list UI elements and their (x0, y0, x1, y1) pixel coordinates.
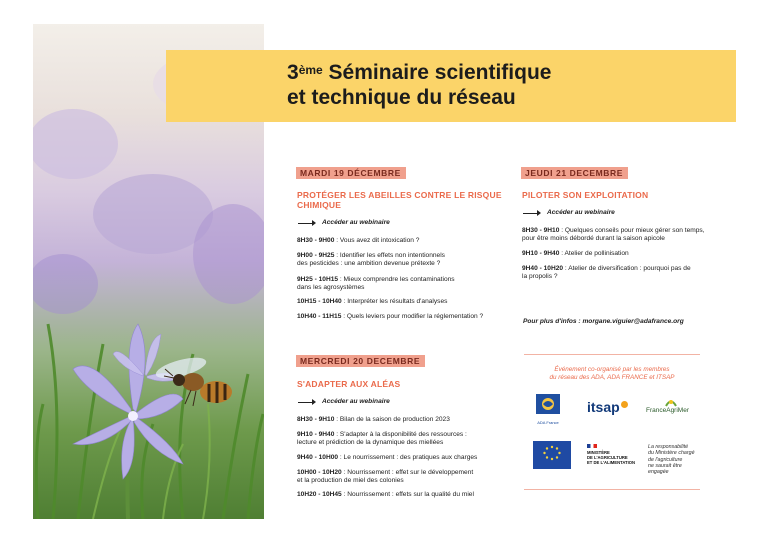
session-item: 10H20 - 10H45 : Nourrissement : effets sur la qualité du miel (297, 491, 474, 498)
session-item: 9H10 - 9H40 : S'adapter à la disponibilité des ressources : lecture et prédiction de la dynamique des miellées (297, 431, 467, 447)
ministry-logo: MINISTÈRE DE L'AGRICULTURE ET DE L'ALIMENTATION (587, 444, 635, 465)
french-flag-icon (587, 444, 597, 448)
day-label-tuesday: MARDI 19 DÉCEMBRE (296, 167, 406, 179)
session-item: 9H40 - 10H20 : Atelier de diversification : pourquoi pas de la propolis ? (522, 265, 691, 281)
arrow-right-icon (298, 220, 316, 226)
co-organized-note: Événement co-organisé par les membres du réseau des ADA, ADA FRANCE et ITSAP (549, 366, 675, 381)
session-item: 9H00 - 9H25 : Identifier les effets non intentionnels des pesticides : une ambition devenue prétexte ? (297, 252, 445, 268)
franceagrimer-logo: FranceAgriMer (646, 397, 689, 414)
session-item: 8H30 - 9H10 : Quelques conseils pour mieux gérer son temps, pour être moins débordé durant la saison apicole (522, 227, 705, 243)
session-item: 8H30 - 9H10 : Bilan de la saison de production 2023 (297, 416, 450, 423)
arrow-right-icon (523, 210, 541, 216)
theme-title-thursday: PILOTER SON EXPLOITATION (522, 190, 649, 200)
page-title: 3ème Séminaire scientifique et technique du réseau (287, 61, 552, 109)
webinar-link-thursday[interactable]: Accéder au webinaire (523, 209, 615, 216)
webinar-link-wednesday[interactable]: Accéder au webinaire (298, 398, 390, 405)
eu-flag-logo (533, 441, 571, 469)
itsap-logo: itsap (587, 399, 628, 417)
session-item: 9H25 - 10H15 : Mieux comprendre les contaminations dans les agrosystèmes (297, 276, 455, 292)
ada-france-logo: ADA France (533, 394, 563, 422)
divider (524, 354, 700, 355)
theme-title-wednesday: S'ADAPTER AUX ALÉAS (297, 379, 401, 389)
divider (524, 489, 700, 490)
session-item: 10H40 - 11H15 : Quels leviers pour modifier la réglementation ? (297, 313, 484, 320)
arrow-right-icon (298, 399, 316, 405)
session-item: 10H00 - 10H20 : Nourrissement : effet sur le développement et la production de miel des colonies (297, 469, 474, 485)
theme-title-tuesday: PROTÉGER LES ABEILLES CONTRE LE RISQUE CHIMIQUE (297, 190, 502, 210)
session-item: 9H10 - 9H40 : Atelier de pollinisation (522, 250, 629, 257)
day-label-thursday: JEUDI 21 DECEMBRE (521, 167, 628, 179)
ministry-disclaimer: La responsabilité du Ministère chargé de l'agriculture ne saurait être engagée (648, 444, 695, 476)
session-item: 10H15 - 10H40 : Interpréter les résultats d'analyses (297, 298, 448, 305)
dot-icon (621, 401, 628, 408)
session-item: 8H30 - 9H00 : Vous avez dit intoxication ? (297, 237, 420, 244)
contact-info[interactable]: Pour plus d'infos : morgane.viguier@adafrance.org (523, 318, 684, 325)
session-item: 9H40 - 10H00 : Le nourrissement : des pratiques aux charges (297, 454, 478, 461)
day-label-wednesday: MERCREDI 20 DECEMBRE (296, 355, 425, 367)
webinar-link-tuesday[interactable]: Accéder au webinaire (298, 219, 390, 226)
